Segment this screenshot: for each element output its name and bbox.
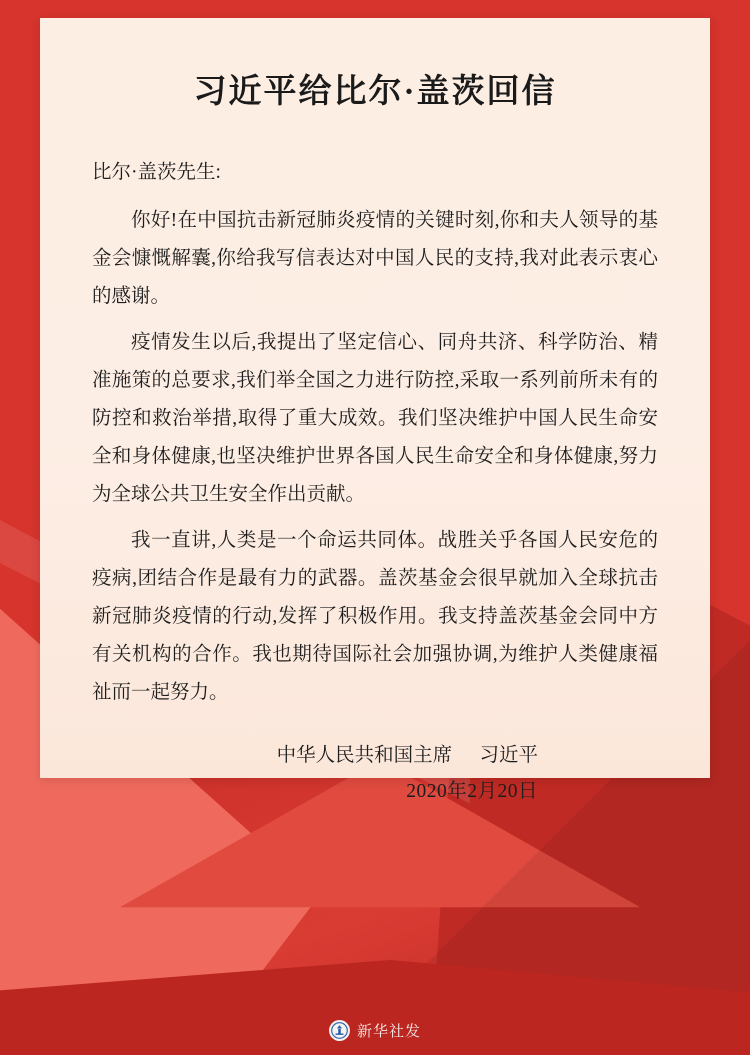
- signature-name: 习近平: [479, 745, 538, 766]
- letter-salutation: 比尔·盖茨先生:: [92, 162, 221, 183]
- credit-text: 新华社发: [356, 1024, 421, 1040]
- signature-title: 中华人民共和国主席: [276, 745, 453, 766]
- signature-line: [92, 738, 538, 774]
- letter-body: [40, 154, 710, 810]
- letter-paragraph-2: 疫情发生以后,我提出了坚定信心、同舟共济、科学防治、精准施策的总要求,我们举全国之力进行防控,采取一系列前所未有的防控和救治举措,取得了重大成效。我们坚决维护中国人民生命安全和身体健康,也坚决维护世界各国人民生命安全和身体健康,努力为全球公共卫生安全作出贡献。: [92, 332, 658, 505]
- page-title: 习近平给比尔·盖茨回信: [193, 74, 557, 110]
- letter-card: [40, 18, 710, 802]
- xinhua-logo-icon: [329, 1020, 350, 1041]
- signature-date: 2020年2月20日: [406, 781, 538, 802]
- letter-paragraph-1: 你好!在中国抗击新冠肺炎疫情的关键时刻,你和夫人领导的基金会慷慨解囊,你给我写信表达对中国人民的支持,我对此表示衷心的感谢。: [92, 210, 658, 307]
- letter-paragraph-3: 我一直讲,人类是一个命运共同体。战胜关乎各国人民安危的疫病,团结合作是最有力的武器。盖茨基金会很早就加入全球抗击新冠肺炎疫情的行动,发挥了积极作用。我支持盖茨基金会同中方有关机构的合作。我也期待国际社会加强协调,为维护人类健康福祉而一起努力。: [92, 530, 658, 703]
- footer-credit: [0, 1020, 750, 1041]
- signature-block: [92, 738, 658, 810]
